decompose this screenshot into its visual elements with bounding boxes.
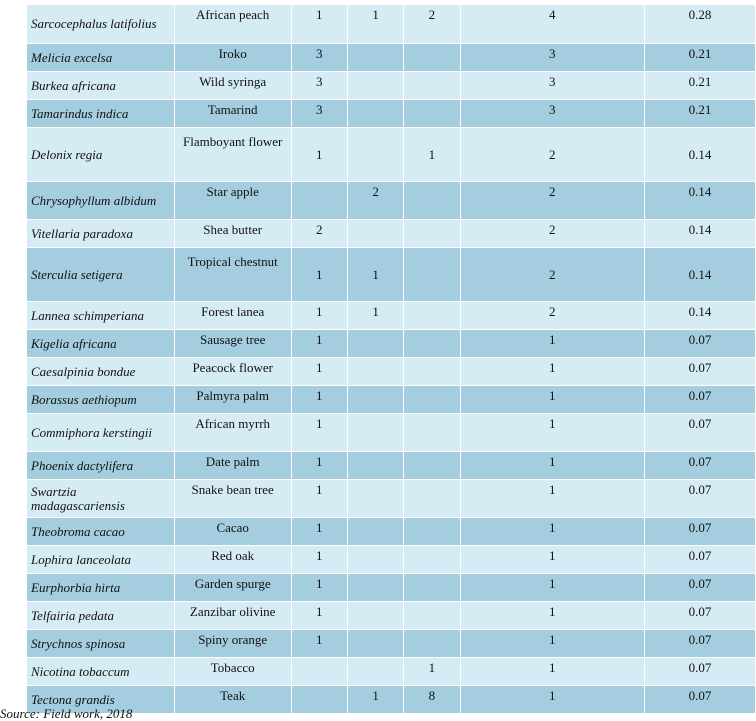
- common-name-cell: Tobacco: [174, 658, 291, 686]
- table-row: [27, 100, 756, 128]
- source-note: Source: Field work, 2018: [0, 706, 133, 721]
- count-1-cell: 1: [291, 574, 347, 602]
- count-3-cell: 2: [404, 5, 460, 44]
- count-1-cell: 1: [291, 630, 347, 658]
- table-row: [27, 480, 756, 518]
- species-name-cell: Chrysophyllum albidum: [27, 182, 175, 220]
- count-3-cell: [404, 302, 460, 330]
- species-name-cell: Eurphorbia hirta: [27, 574, 175, 602]
- count-3-cell: 8: [404, 686, 460, 714]
- species-name-cell: Borassus aethiopum: [27, 386, 175, 414]
- count-1-cell: 1: [291, 518, 347, 546]
- common-name-cell: Date palm: [174, 452, 291, 480]
- frequency-cell: 0.07: [645, 658, 756, 686]
- table-row: [27, 630, 756, 658]
- total-cell: 1: [460, 602, 644, 630]
- frequency-cell: 0.07: [645, 386, 756, 414]
- count-3-cell: [404, 480, 460, 518]
- count-1-cell: 3: [291, 44, 347, 72]
- species-name-cell: Commiphora kerstingii: [27, 414, 175, 452]
- species-name-cell: Lannea schimperiana: [27, 302, 175, 330]
- count-2-cell: [347, 630, 403, 658]
- count-3-cell: [404, 72, 460, 100]
- count-1-cell: 1: [291, 452, 347, 480]
- count-1-cell: [291, 658, 347, 686]
- species-name-cell: Tamarindus indica: [27, 100, 175, 128]
- count-1-cell: [291, 182, 347, 220]
- count-2-cell: [347, 658, 403, 686]
- count-1-cell: [291, 686, 347, 714]
- total-cell: 4: [460, 5, 644, 44]
- common-name-cell: Wild syringa: [174, 72, 291, 100]
- count-3-cell: [404, 386, 460, 414]
- common-name-cell: Garden spurge: [174, 574, 291, 602]
- count-3-cell: [404, 518, 460, 546]
- count-1-cell: 3: [291, 72, 347, 100]
- total-cell: 2: [460, 302, 644, 330]
- count-3-cell: 1: [404, 128, 460, 182]
- total-cell: 1: [460, 358, 644, 386]
- frequency-cell: 0.07: [645, 452, 756, 480]
- frequency-cell: 0.14: [645, 128, 756, 182]
- species-name-cell: Telfairia pedata: [27, 602, 175, 630]
- species-name-cell: Phoenix dactylifera: [27, 452, 175, 480]
- frequency-cell: 0.21: [645, 100, 756, 128]
- count-1-cell: 1: [291, 302, 347, 330]
- total-cell: 2: [460, 128, 644, 182]
- species-name-cell: Theobroma cacao: [27, 518, 175, 546]
- species-name-cell: Caesalpinia bondue: [27, 358, 175, 386]
- table-row: [27, 414, 756, 452]
- common-name-cell: Iroko: [174, 44, 291, 72]
- table-row: [27, 358, 756, 386]
- count-1-cell: 1: [291, 5, 347, 44]
- species-name-cell: Swartzia madagascariensis: [27, 480, 175, 518]
- total-cell: 1: [460, 386, 644, 414]
- count-3-cell: [404, 546, 460, 574]
- total-cell: 1: [460, 546, 644, 574]
- common-name-cell: Peacock flower: [174, 358, 291, 386]
- count-2-cell: [347, 414, 403, 452]
- frequency-cell: 0.14: [645, 248, 756, 302]
- count-2-cell: [347, 546, 403, 574]
- species-name-cell: Sterculia setigera: [27, 248, 175, 302]
- species-name-cell: Vitellaria paradoxa: [27, 220, 175, 248]
- species-table: [26, 4, 756, 714]
- count-2-cell: [347, 100, 403, 128]
- species-name-cell: Melicia excelsa: [27, 44, 175, 72]
- count-3-cell: [404, 358, 460, 386]
- table-row: [27, 658, 756, 686]
- table-row: [27, 248, 756, 302]
- species-name-cell: Burkea africana: [27, 72, 175, 100]
- table-row: [27, 220, 756, 248]
- total-cell: 2: [460, 220, 644, 248]
- count-3-cell: [404, 220, 460, 248]
- table-row: [27, 182, 756, 220]
- frequency-cell: 0.07: [645, 330, 756, 358]
- count-1-cell: 1: [291, 128, 347, 182]
- count-1-cell: 1: [291, 386, 347, 414]
- count-1-cell: 1: [291, 602, 347, 630]
- common-name-cell: African peach: [174, 5, 291, 44]
- frequency-cell: 0.28: [645, 5, 756, 44]
- frequency-cell: 0.07: [645, 546, 756, 574]
- frequency-cell: 0.07: [645, 574, 756, 602]
- common-name-cell: Zanzibar olivine: [174, 602, 291, 630]
- count-2-cell: [347, 480, 403, 518]
- count-2-cell: 1: [347, 248, 403, 302]
- frequency-cell: 0.21: [645, 44, 756, 72]
- frequency-cell: 0.14: [645, 302, 756, 330]
- species-name-cell: Strychnos spinosa: [27, 630, 175, 658]
- common-name-cell: Shea butter: [174, 220, 291, 248]
- count-1-cell: 1: [291, 480, 347, 518]
- count-2-cell: [347, 386, 403, 414]
- common-name-cell: Snake bean tree: [174, 480, 291, 518]
- table-row: [27, 302, 756, 330]
- count-2-cell: [347, 358, 403, 386]
- common-name-cell: Spiny orange: [174, 630, 291, 658]
- count-2-cell: 2: [347, 182, 403, 220]
- table-row: [27, 386, 756, 414]
- total-cell: 1: [460, 414, 644, 452]
- total-cell: 1: [460, 518, 644, 546]
- total-cell: 1: [460, 658, 644, 686]
- total-cell: 3: [460, 100, 644, 128]
- frequency-cell: 0.14: [645, 182, 756, 220]
- common-name-cell: Teak: [174, 686, 291, 714]
- count-1-cell: 2: [291, 220, 347, 248]
- total-cell: 1: [460, 452, 644, 480]
- count-1-cell: 1: [291, 358, 347, 386]
- common-name-cell: Tropical chestnut: [174, 248, 291, 302]
- common-name-cell: Red oak: [174, 546, 291, 574]
- total-cell: 3: [460, 72, 644, 100]
- species-name-cell: Nicotina tobaccum: [27, 658, 175, 686]
- count-3-cell: [404, 182, 460, 220]
- count-1-cell: 1: [291, 330, 347, 358]
- table-row: [27, 72, 756, 100]
- common-name-cell: Cacao: [174, 518, 291, 546]
- frequency-cell: 0.21: [645, 72, 756, 100]
- table-row: [27, 452, 756, 480]
- count-3-cell: [404, 574, 460, 602]
- table-row: [27, 546, 756, 574]
- frequency-cell: 0.07: [645, 518, 756, 546]
- table-row: [27, 574, 756, 602]
- count-2-cell: [347, 128, 403, 182]
- common-name-cell: Star apple: [174, 182, 291, 220]
- count-2-cell: 1: [347, 5, 403, 44]
- frequency-cell: 0.14: [645, 220, 756, 248]
- count-2-cell: [347, 72, 403, 100]
- total-cell: 1: [460, 574, 644, 602]
- table-row: [27, 128, 756, 182]
- total-cell: 1: [460, 330, 644, 358]
- total-cell: 1: [460, 630, 644, 658]
- total-cell: 1: [460, 686, 644, 714]
- common-name-cell: Palmyra palm: [174, 386, 291, 414]
- count-3-cell: [404, 630, 460, 658]
- total-cell: 2: [460, 182, 644, 220]
- count-3-cell: [404, 330, 460, 358]
- species-name-cell: Lophira lanceolata: [27, 546, 175, 574]
- count-2-cell: 1: [347, 302, 403, 330]
- frequency-cell: 0.07: [645, 602, 756, 630]
- species-name-cell: Tectona grandis: [27, 686, 175, 714]
- table-row: [27, 518, 756, 546]
- total-cell: 3: [460, 44, 644, 72]
- count-1-cell: 1: [291, 248, 347, 302]
- species-name-cell: Sarcocephalus latifolius: [27, 5, 175, 44]
- frequency-cell: 0.07: [645, 630, 756, 658]
- common-name-cell: Forest lanea: [174, 302, 291, 330]
- count-2-cell: 1: [347, 686, 403, 714]
- table-row: [27, 602, 756, 630]
- count-1-cell: 1: [291, 546, 347, 574]
- count-3-cell: [404, 100, 460, 128]
- count-3-cell: [404, 248, 460, 302]
- table-row: [27, 44, 756, 72]
- table-row: [27, 330, 756, 358]
- common-name-cell: Sausage tree: [174, 330, 291, 358]
- common-name-cell: Tamarind: [174, 100, 291, 128]
- table-body: [27, 5, 756, 714]
- count-2-cell: [347, 330, 403, 358]
- table-row: [27, 686, 756, 714]
- count-3-cell: [404, 602, 460, 630]
- count-2-cell: [347, 574, 403, 602]
- count-2-cell: [347, 452, 403, 480]
- count-3-cell: 1: [404, 658, 460, 686]
- frequency-cell: 0.07: [645, 358, 756, 386]
- count-3-cell: [404, 414, 460, 452]
- count-1-cell: 1: [291, 414, 347, 452]
- count-3-cell: [404, 452, 460, 480]
- common-name-cell: Flamboyant flower: [174, 128, 291, 182]
- frequency-cell: 0.07: [645, 414, 756, 452]
- frequency-cell: 0.07: [645, 480, 756, 518]
- total-cell: 1: [460, 480, 644, 518]
- count-2-cell: [347, 602, 403, 630]
- table-row: [27, 5, 756, 44]
- frequency-cell: 0.07: [645, 686, 756, 714]
- total-cell: 2: [460, 248, 644, 302]
- common-name-cell: African myrrh: [174, 414, 291, 452]
- count-2-cell: [347, 220, 403, 248]
- count-2-cell: [347, 44, 403, 72]
- count-3-cell: [404, 44, 460, 72]
- count-1-cell: 3: [291, 100, 347, 128]
- count-2-cell: [347, 518, 403, 546]
- species-name-cell: Delonix regia: [27, 128, 175, 182]
- species-name-cell: Kigelia africana: [27, 330, 175, 358]
